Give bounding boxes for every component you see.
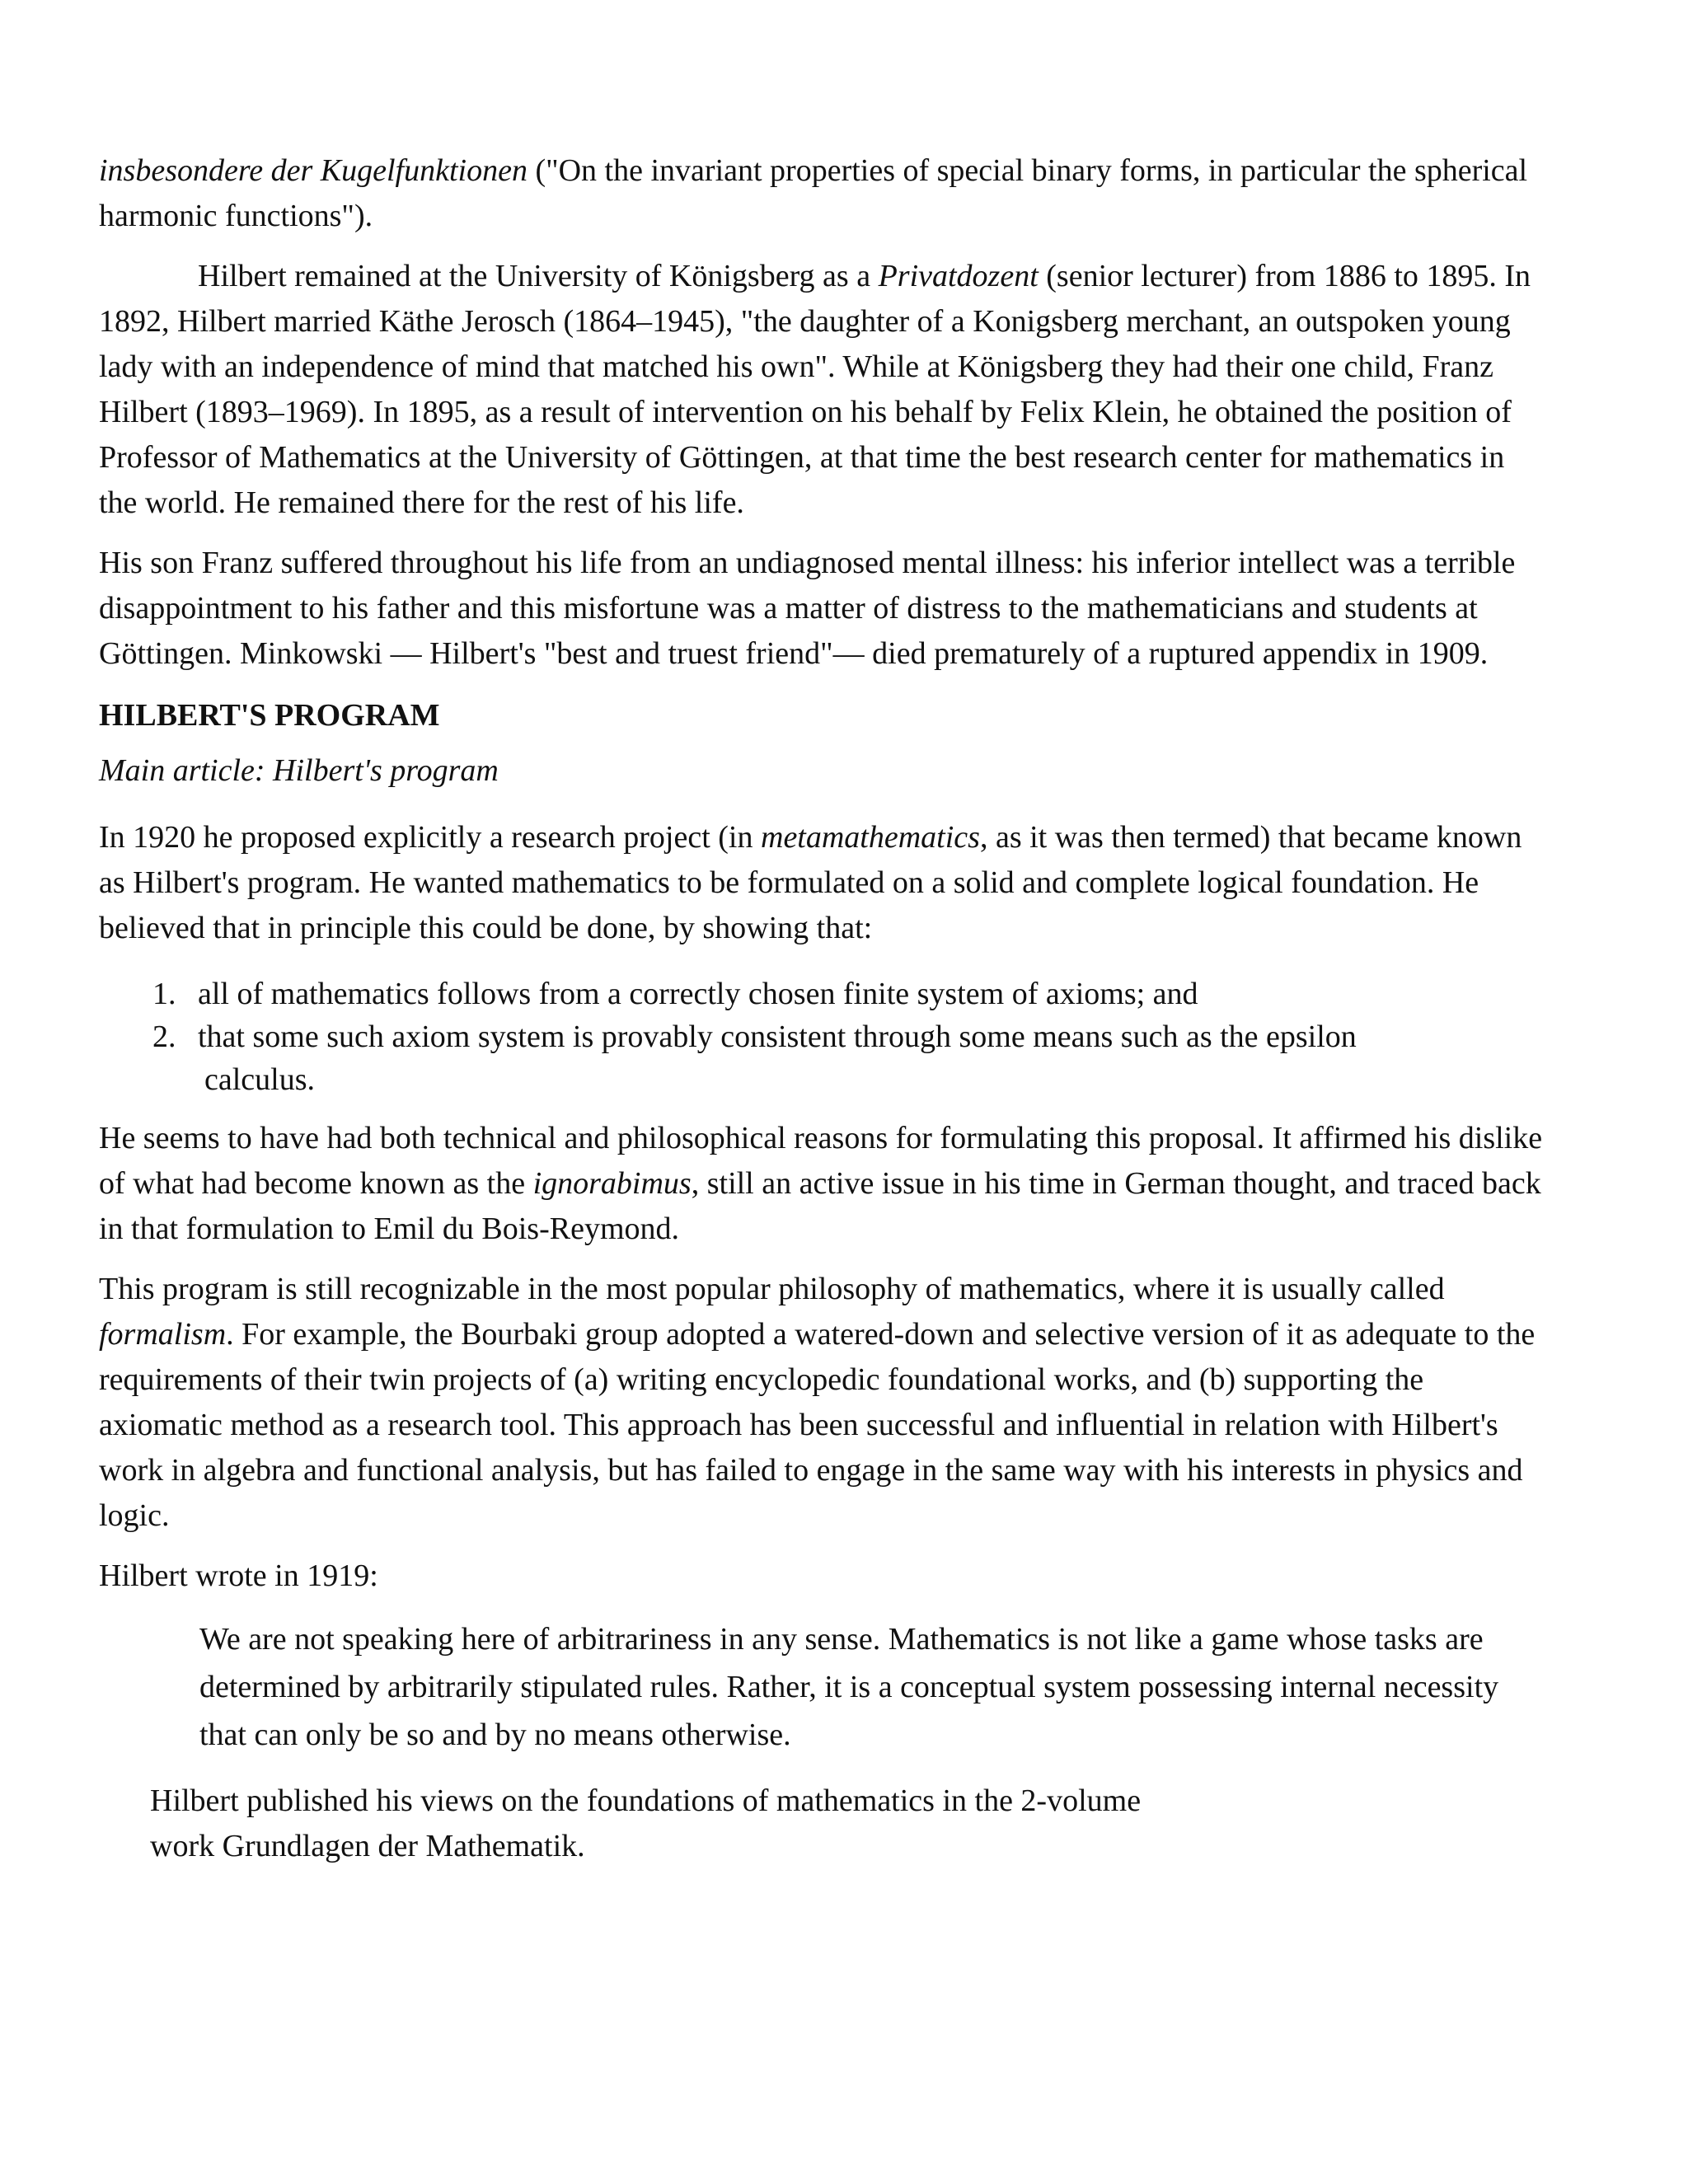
son-franz-text: His son Franz suffered throughout his life from an undiagnosed mental illness: his inferior intellect was a terrible disappointment to his father and this misfortune was a matter of distress to the mathematicians and students at Göttingen. Minkowski — Hilbert's "best and truest friend"— died prematurely of a ruptured appendix in 1909. bbox=[99, 546, 1516, 671]
hilbert-quote: We are not speaking here of arbitrariness in any sense. Mathematics is not like a game whose tasks are determined by arbitrarily stipulated rules. Rather, it is a conceptual system possessing internal necessity that can only be so and by no means otherwise. bbox=[199, 1622, 1499, 1752]
paragraph-hilbert-wrote: Hilbert wrote in 1919: bbox=[99, 1558, 378, 1593]
grundlagen-line-2: work Grundlagen der Mathematik. bbox=[150, 1829, 585, 1863]
paragraph-formalism bbox=[99, 1267, 1550, 1539]
ignorabimus-italic: ignorabimus bbox=[532, 1166, 692, 1201]
paragraph-dissertation-title bbox=[99, 148, 1550, 239]
program-intro-text-2: , as it was then termed) that became known as Hilbert's program. He wanted mathematics to be formulated on a solid and complete logical foundation. He believed that in principle this could be done, by showing that: bbox=[99, 820, 1522, 945]
reasons-text-2: , still an active issue in his time in German thought, and traced back in that formulation to Emil du Bois-Reymond. bbox=[99, 1166, 1541, 1246]
konigsberg-text-2: (senior lecturer) from 1886 to 1895. In 1892, Hilbert married Käthe Jerosch (1864–1945), "the daughter of a Konigsberg merchant, an outspoken young lady with an independence of mind that matched his own". While at Königsberg they had their one child, Franz Hilbert (1893–1969). In 1895, as a result of intervention on his behalf by Felix Klein, he obtained the position of Professor of Mathematics at the University of Göttingen, at that time the best research center for mathematics in the world. He remained there for the rest of his life. bbox=[99, 259, 1531, 520]
list-item-continuation: calculus. bbox=[204, 1062, 316, 1097]
section-heading: HILBERT'S PROGRAM bbox=[99, 698, 440, 733]
main-article-note: Main article: Hilbert's program bbox=[99, 753, 499, 788]
paragraph-konigsberg bbox=[99, 254, 1550, 526]
list-item bbox=[99, 1015, 1550, 1101]
list-item bbox=[99, 972, 1550, 1015]
paragraph-reasons bbox=[99, 1116, 1550, 1252]
list-item-text: that some such axiom system is provably consistent through some means such as the epsilon bbox=[198, 1019, 1357, 1054]
paragraph-program-intro bbox=[99, 815, 1550, 951]
formalism-text-1: This program is still recognizable in the most popular philosophy of mathematics, where it is usually called bbox=[99, 1272, 1445, 1306]
list-item-number: 2. bbox=[152, 1019, 176, 1054]
formalism-text-2: . For example, the Bourbaki group adopted a watered-down and selective version of it as adequate to the requirements of their twin projects of (a) writing encyclopedic foundational works, and (b) supporting the axiomatic method as a research tool. This approach has been successful and influential in relation with Hilbert's work in algebra and functional analysis, but has failed to engage in the same way with his interests in physics and logic. bbox=[99, 1317, 1536, 1533]
paragraph-son-franz bbox=[99, 541, 1550, 677]
document-page bbox=[99, 148, 1550, 1869]
grundlagen-line-1: Hilbert published his views on the foundations of mathematics in the 2-volume bbox=[150, 1783, 1142, 1818]
dissertation-translation: ("On the invariant properties of special binary forms, in particular the spherical harmonic functions"). bbox=[99, 153, 1528, 233]
metamathematics-italic: metamathematics bbox=[761, 820, 980, 855]
dissertation-title-italic: insbesondere der Kugelfunktionen bbox=[99, 153, 528, 188]
program-intro-text-1: In 1920 he proposed explicitly a research project (in bbox=[99, 820, 761, 855]
list-item-text: all of mathematics follows from a correctly chosen finite system of axioms; and bbox=[198, 977, 1198, 1011]
program-goals-list bbox=[99, 972, 1550, 1101]
privatdozent-italic: Privatdozent bbox=[878, 259, 1039, 293]
list-item-number: 1. bbox=[152, 977, 176, 1011]
konigsberg-text-1: Hilbert remained at the University of Königsberg as a bbox=[198, 259, 879, 293]
formalism-italic: formalism bbox=[99, 1317, 227, 1352]
reasons-text-1: He seems to have had both technical and philosophical reasons for formulating this proposal. It affirmed his dislike of what had become known as the bbox=[99, 1121, 1543, 1201]
paragraph-grundlagen bbox=[99, 1779, 1550, 1869]
